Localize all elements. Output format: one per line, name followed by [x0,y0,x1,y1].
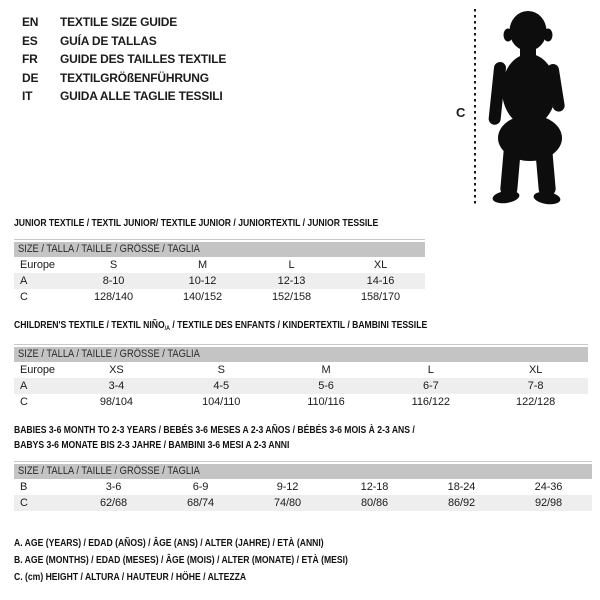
table-title-text: / TEXTILE DES ENFANTS / KINDERTEXTIL / BAMBINI TESSILE [169,319,428,331]
language-row [22,13,226,32]
language-label: GUIDE DES TAILLES TEXTILE [60,52,227,67]
row-label: B [20,481,28,493]
table-cell: 128/140 [93,291,134,303]
table-cell: 24-36 [534,481,563,493]
table-title [14,423,488,453]
table-cell: 152/158 [271,291,312,303]
childrens-textile-section [14,318,588,410]
table-cell: XL [528,363,543,376]
language-code: IT [22,89,33,104]
table-cell: 5-6 [318,379,334,392]
size-header-label: SIZE / TALLA / TAILLE / GRÖSSE / TAGLIA [18,465,200,477]
table-cell: 18-24 [447,481,476,493]
table-row [14,273,425,289]
table-rows [14,479,592,511]
table-row [14,257,425,273]
table-cell: S [217,363,225,376]
size-header-label: SIZE / TALLA / TAILLE / GRÖSSE / TAGLIA [18,347,200,360]
footnote-line: B. AGE (MONTHS) / EDAD (MESES) / ÂGE (MOIS) / ALTER (MONATE) / ETÀ (MESI) [14,554,348,566]
size-table [14,344,588,410]
table-title-line [14,423,488,438]
language-label: GUÍA DE TALLAS [60,33,157,48]
table-cell: 158/170 [360,291,401,303]
language-row [22,50,226,69]
table-row [14,495,592,511]
table-cell: 10-12 [188,275,217,287]
table-cell: M [321,363,331,376]
language-code: ES [22,33,38,48]
language-row [22,32,226,51]
table-cell: XL [373,259,388,271]
table-title-line [14,438,488,453]
language-list [22,13,226,106]
table-cell: 12-18 [360,481,389,493]
size-header-bar [14,464,592,479]
table-cell: 14-16 [366,275,395,287]
table-row [14,378,588,394]
table-row [14,394,588,410]
footnotes [14,535,421,586]
table-title-text: BABYS 3-6 MONATE BIS 2-3 JAHRE / BAMBINI 3-6 MESI A 2-3 ANNI [14,439,290,451]
row-label: Europe [20,259,55,271]
language-code: DE [22,70,39,85]
size-header-label: SIZE / TALLA / TAILLE / GRÖSSE / TAGLIA [18,243,200,255]
table-title [14,216,379,231]
language-row [22,87,226,106]
row-label: A [20,379,28,392]
row-label: A [20,275,28,287]
table-cell: 104/110 [202,395,241,408]
language-label: TEXTILE SIZE GUIDE [60,15,178,29]
footnote-line: C. (cm) HEIGHT / ALTURA / HAUTEUR / HÖHE / ALTEZZA [14,571,247,583]
table-top-border [14,239,425,240]
babies-textile-section [14,423,592,511]
table-title [14,318,485,336]
table-cell: 9-12 [276,481,299,493]
footnote-line: A. AGE (YEARS) / EDAD (AÑOS) / ÂGE (ANS) / ALTER (JAHRE) / ETÀ (ANNI) [14,537,324,549]
table-cell: 6-7 [422,379,439,392]
table-top-border [14,344,588,345]
table-cell: 116/122 [411,395,450,408]
table-cell: 3-6 [105,481,122,493]
size-table [14,461,592,511]
table-title-text: BABIES 3-6 MONTH TO 2-3 YEARS / BEBÉS 3-6 MESES A 2-3 AÑOS / BÉBÉS 3-6 MOIS À 2-3 ANS / [14,424,415,436]
height-label-c: C [456,105,466,120]
language-row [22,69,226,88]
table-cell: XS [109,363,124,376]
baby-silhouette [483,10,571,206]
size-header-bar [14,347,588,362]
table-cell: 110/116 [307,395,345,408]
table-cell: 7-8 [527,379,544,392]
table-cell: M [197,259,208,271]
table-title-text: JUNIOR TEXTILE / TEXTIL JUNIOR/ TEXTILE JUNIOR / JUNIORTEXTIL / JUNIOR TESSILE [14,217,379,229]
row-label: C [20,291,28,303]
language-label: TEXTILGRÖßENFÜHRUNG [60,70,209,85]
table-row [14,362,588,378]
table-cell: 6-9 [192,481,209,493]
table-cell: 140/152 [182,291,223,303]
language-code: FR [22,52,38,67]
table-row [14,479,592,495]
table-cell: 74/80 [273,497,302,509]
table-cell: L [288,259,295,271]
table-cell: 92/98 [534,497,563,509]
table-title-line [14,216,379,231]
table-cell: 122/128 [516,395,556,408]
language-code: EN [22,15,39,29]
table-cell: S [109,259,118,271]
table-title-line [14,318,485,336]
language-label: GUIDA ALLE TAGLIE TESSILI [60,89,223,104]
table-top-border [14,461,592,462]
table-cell: 4-5 [213,379,229,392]
row-label: C [20,395,28,408]
table-cell: L [427,363,434,376]
table-title-text: /A [164,324,170,332]
table-cell: 80/86 [360,497,389,509]
size-table [14,239,425,305]
height-measure-line [474,9,476,206]
table-cell: 86/92 [447,497,476,509]
table-cell: 62/68 [99,497,128,509]
table-cell: 98/104 [99,395,133,408]
size-header-bar [14,242,425,257]
table-cell: 8-10 [102,275,125,287]
table-rows [14,257,425,305]
row-label: C [20,497,28,509]
row-label: Europe [20,363,55,376]
table-rows [14,362,588,410]
table-cell: 68/74 [186,497,215,509]
table-row [14,289,425,305]
junior-textile-section [14,216,425,305]
table-title-text: CHILDREN'S TEXTILE / TEXTIL NIÑO [14,319,165,331]
table-cell: 3-4 [108,379,125,392]
table-cell: 12-13 [277,275,306,287]
